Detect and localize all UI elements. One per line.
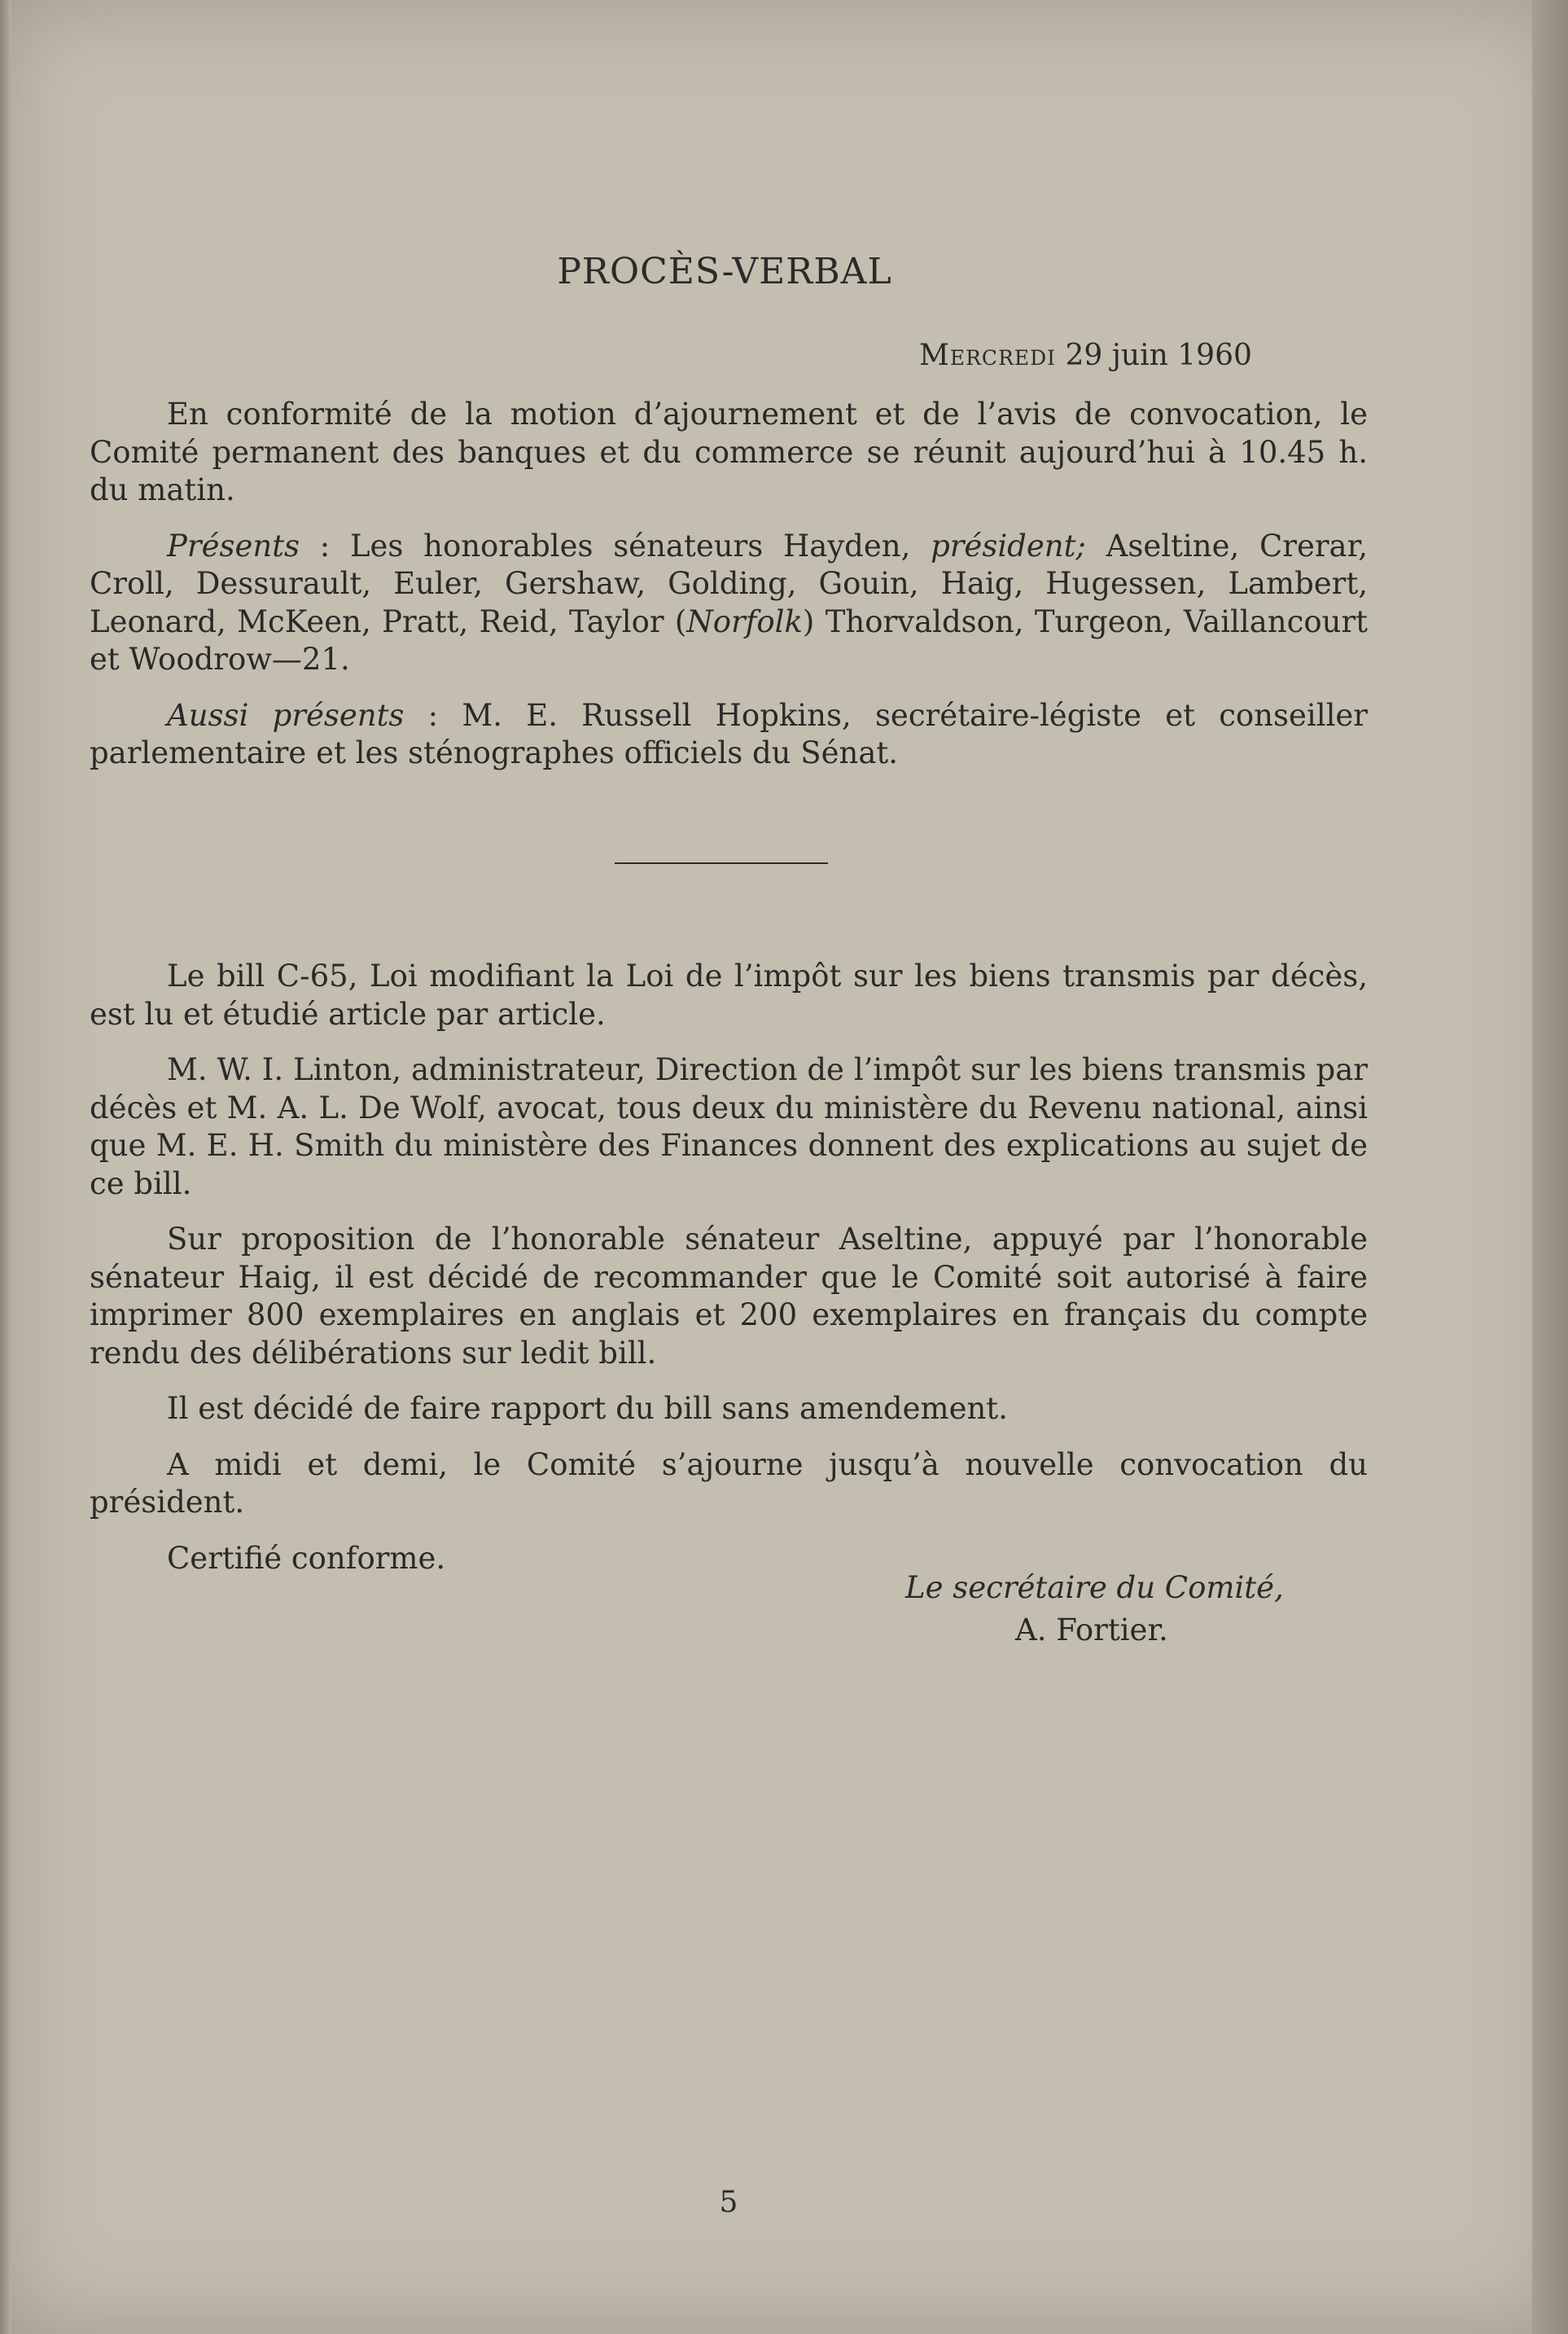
aussi-presents-separator: : xyxy=(404,697,462,733)
aussi-presents-text: M. E. Russell Hopkins, secrétaire-légiste et conseiller parlementaire et les sténographes officiels du Sénat. xyxy=(90,697,1368,770)
adjournment-paragraph: A midi et demi, le Comité s’ajourne jusqu’à nouvelle convocation du président. xyxy=(90,1446,1368,1520)
page-right-edge xyxy=(1532,0,1568,2334)
certification-paragraph: Certifié conforme. xyxy=(167,1540,446,1576)
page-title: PROCÈS-VERBAL xyxy=(557,251,892,292)
report-paragraph: Il est décidé de faire rapport du bill sans amendement. xyxy=(167,1391,1008,1426)
attendance-section xyxy=(90,396,1368,773)
presents-separator: : xyxy=(300,528,350,564)
presents-paragraph xyxy=(90,528,1368,679)
aussi-presents-label: Aussi présents xyxy=(167,697,405,733)
presents-label: Présents xyxy=(167,528,300,564)
page-number: 5 xyxy=(719,2186,738,2219)
opening-paragraph: En conformité de la motion d’ajournement et de l’avis de convocation, le Comité permanent des banques et du commerce se réunit aujourd’hui à 10.45 h. du matin. xyxy=(90,397,1368,507)
meeting-date-rest: 29 juin 1960 xyxy=(1065,339,1252,372)
presents-text-after: Aseltine, Crerar, Croll, Dessurault, Euler, Gershaw, Golding, Gouin, Haig, Hugessen, Lambert, Leonard, McKeen, Pratt, Reid, Taylor ( xyxy=(90,528,1368,639)
presents-text-end: ) Thorvaldson, Turgeon, Vaillancourt et Woodrow—21. xyxy=(90,603,1368,677)
bill-paragraph: Le bill C-65, Loi modifiant la Loi de l’impôt sur les biens transmis par décès, est lu et étudié article par article. xyxy=(90,959,1368,1032)
meeting-day-name: Mercredi xyxy=(919,339,1057,372)
page-left-edge xyxy=(0,0,11,2334)
presents-text-before: Les honorables sénateurs Hayden, xyxy=(349,528,931,564)
signature-role: Le secrétaire du Comité, xyxy=(905,1570,1284,1605)
section-divider xyxy=(615,862,828,864)
witnesses-paragraph: M. W. I. Linton, administrateur, Direction de l’impôt sur les biens transmis par décès et M. A. L. De Wolf, avocat, tous deux du ministère du Revenu national, ainsi que M. E. H. Smith du ministère des Finances donnent des explications au sujet de ce bill. xyxy=(90,1052,1368,1201)
aussi-presents-paragraph xyxy=(90,697,1368,773)
signature-name: A. Fortier. xyxy=(1015,1612,1168,1647)
president-label: président; xyxy=(931,528,1086,564)
norfolk-label: Norfolk xyxy=(686,603,803,639)
signature-block xyxy=(905,1567,1284,1652)
meeting-date xyxy=(919,339,1252,372)
proceedings-section xyxy=(90,958,1368,1577)
motion-paragraph: Sur proposition de l’honorable sénateur Aseltine, appuyé par l’honorable sénateur Haig, il est décidé de recommander que le Comité soit autorisé à faire imprimer 800 exemplaires en anglais et 200 exemplaires en français du compte rendu des délibérations sur ledit bill. xyxy=(90,1222,1368,1371)
